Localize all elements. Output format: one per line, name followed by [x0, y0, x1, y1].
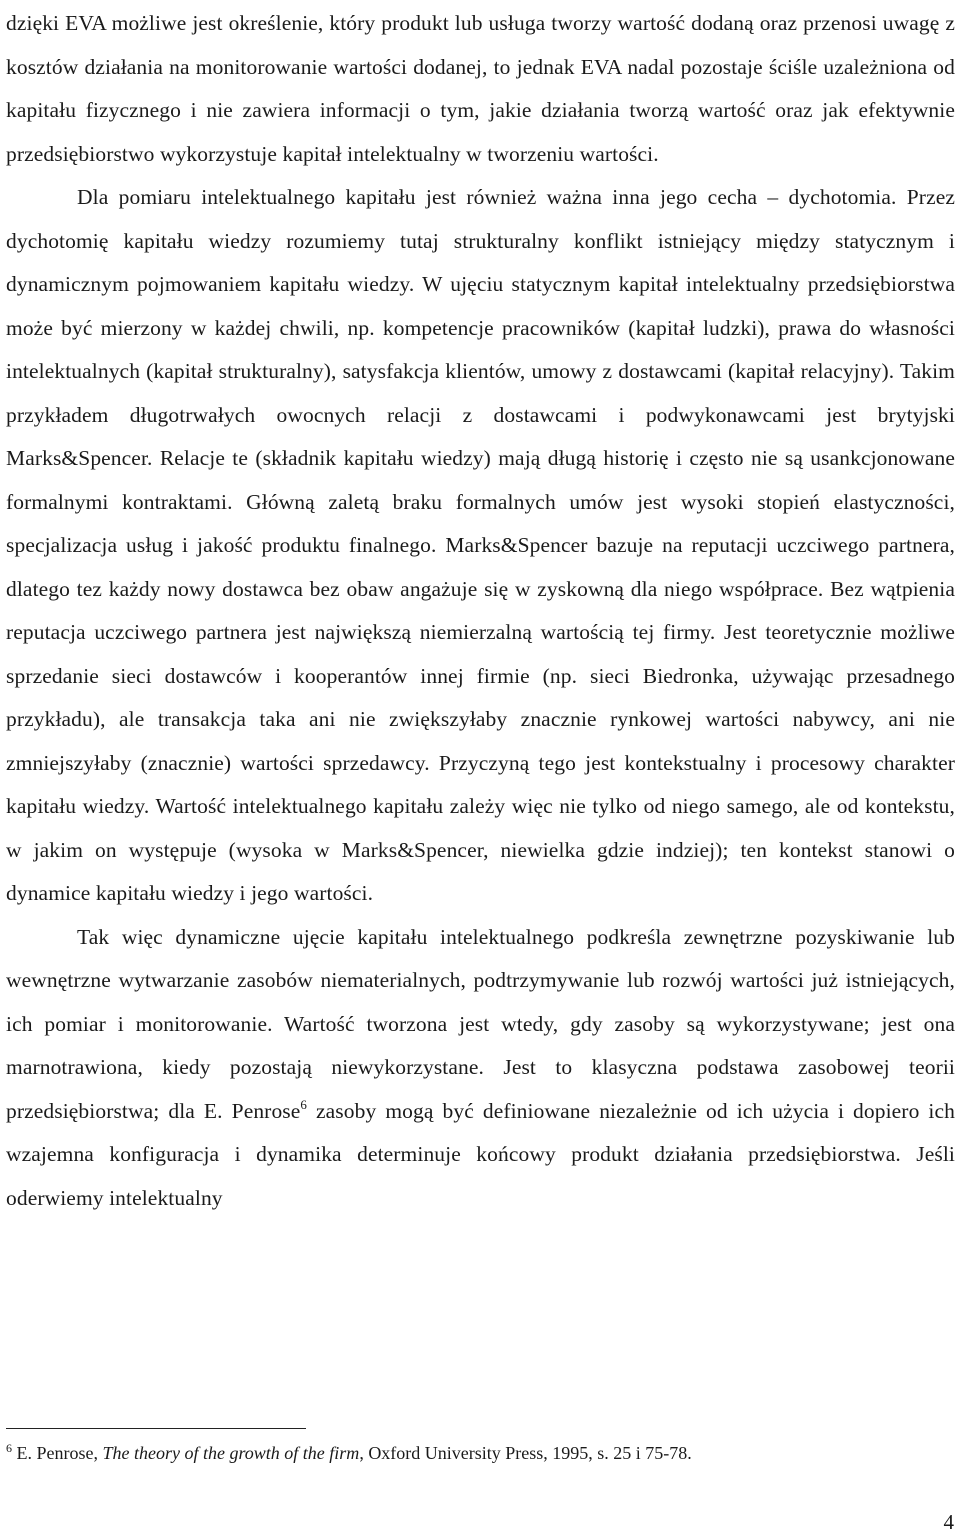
footnote-book-title: The theory of the growth of the firm [102, 1443, 360, 1463]
paragraph-dichotomy: Dla pomiaru intelektualnego kapitału jest również ważna inna jego cecha – dychotomia. Przez dychotomię kapitału wiedzy rozumiemy tutaj strukturalny konflikt istniejący między statycznym i dynamicznym pojmowaniem kapitału wiedzy. W ujęciu statycznym kapitał intelektualny przedsiębiorstwa może być mierzony w każdej chwili, np. kompetencje pracowników (kapitał ludzki), prawa do własności intelektualnych (kapitał strukturalny), satysfakcja klientów, umowy z dostawcami (kapitał relacyjny). Takim przykładem długotrwałych owocnych relacji z dostawcami i podwykonawcami jest brytyjski Marks&Spencer. Relacje te (składnik kapitału wiedzy) mają długą historię i często nie są usankcjonowane formalnymi kontraktami. Główną zaletą braku formalnych umów jest wysoki stopień elastyczności, specjalizacja usług i jakość produktu finalnego. Marks&Spencer bazuje na reputacji uczciwego partnera, dlatego tez każdy nowy dostawca bez obaw angażuje się w zyskowną dla niego współprace. Bez wątpienia reputacja uczciwego partnera jest największą niemierzalną wartością tej firmy. Jest teoretycznie możliwe sprzedanie sieci dostawców i kooperantów innej firmie (np. sieci Biedronka, używając przesadnego przykładu), ale transakcja taka ani nie zwiększyłaby znacznie rynkowej wartości nabywcy, ani nie zmniejszyłaby (znacznie) wartości sprzedawcy. Przyczyną tego jest kontekstualny i procesowy charakter kapitału wiedzy. Wartość intelektualnego kapitału zależy więc nie tylko od niego samego, ale od kontekstu, w jakim on występuje (wysoka w Marks&Spencer, niewielka gdzie indziej); ten kontekst stanowi o dynamice kapitału wiedzy i jego wartości. [6, 185, 955, 905]
paragraph-text-after-note: zasoby mogą być definiowane niezależnie od ich użycia i dopiero ich wzajemna konfiguracja i dynamika determinuje końcowy produkt działania przedsiębiorstwa. Jeśli oderwiemy intelektualny [6, 1098, 955, 1210]
paragraph-eva: dzięki EVA możliwe jest określenie, który produkt lub usługa tworzy wartość dodaną oraz przenosi uwagę z kosztów działania na monitorowanie wartości dodanej, to jednak EVA nadal pozostaje ściśle uzależniona od kapitału fizycznego i nie zawiera informacji o tym, jakie działania tworzą wartość oraz jak efektywnie przedsiębiorstwo wykorzystuje kapitał intelektualny w tworzeniu wartości. [6, 11, 955, 166]
footnote-number: 6 [6, 1441, 12, 1455]
footnote-separator [6, 1428, 306, 1429]
paragraph-dynamic-approach [6, 916, 955, 1221]
footnote-publication: , Oxford University Press, 1995, s. 25 i 75-78. [359, 1443, 692, 1463]
footnote-reference: 6 [300, 1096, 308, 1112]
footnote [6, 1440, 946, 1466]
page-body [6, 0, 955, 1220]
page-number: 4 [943, 1510, 954, 1534]
footnote-author: E. Penrose, [12, 1443, 103, 1463]
paragraph-text-before-note: Tak więc dynamiczne ujęcie kapitału intelektualnego podkreśla zewnętrzne pozyskiwanie lub wewnętrzne wytwarzanie zasobów niematerialnych, podtrzymywanie lub rozwój wartości już istniejących, ich pomiar i monitorowanie. Wartość tworzona jest wtedy, gdy zasoby są wykorzystywane; jest ona marnotrawiona, kiedy pozostają niewykorzystane. Jest to klasyczna podstawa zasobowej teorii przedsiębiorstwa; dla E. Penrose [6, 924, 955, 1123]
